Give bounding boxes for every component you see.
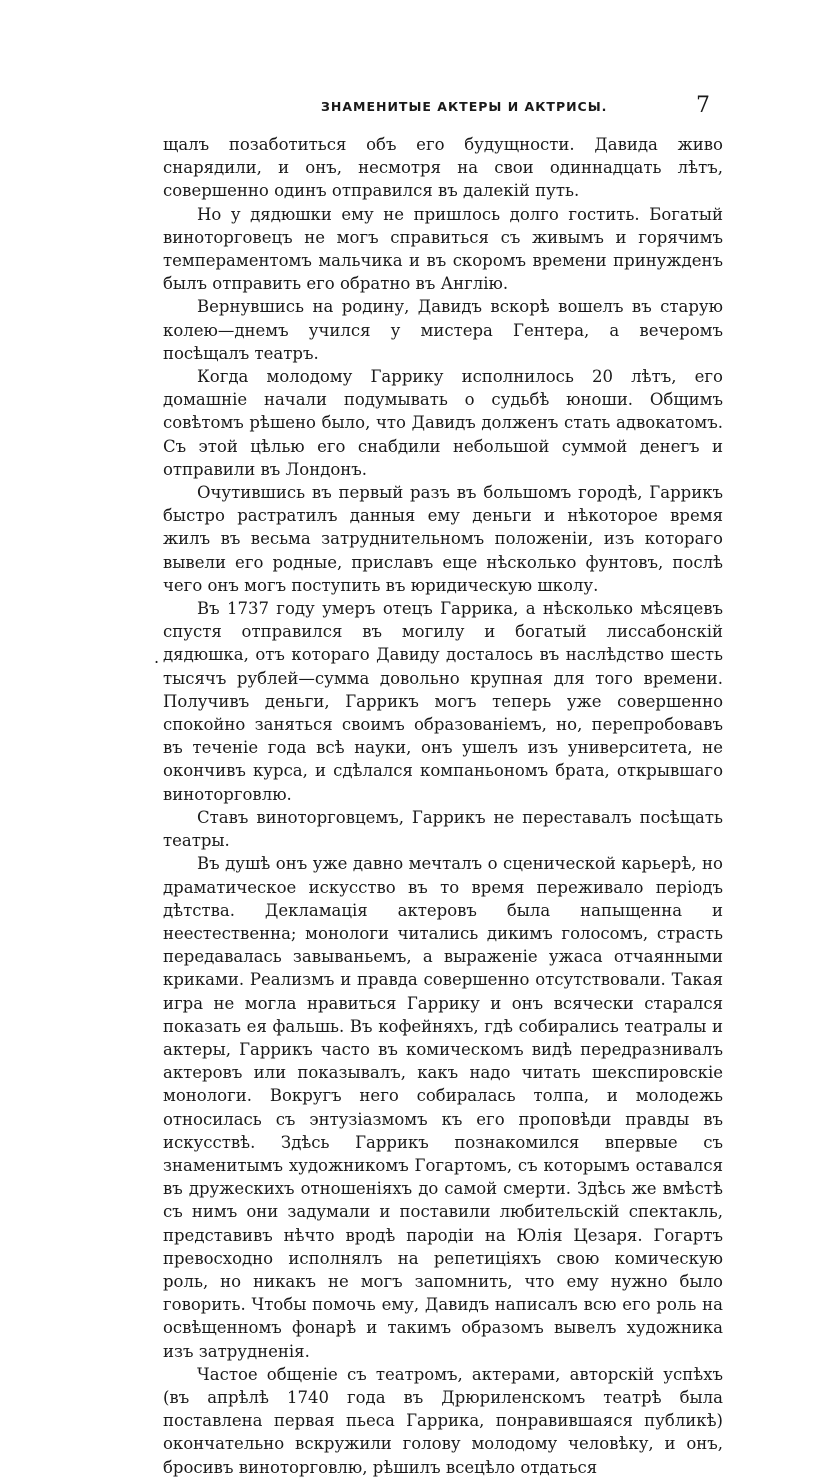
paragraph-2: Но у дядюшки ему не пришлось долго гостить. Богатый виноторговецъ не могъ справиться съ живымъ и горячимъ темпераментомъ мальчика и въ скоромъ времени принужденъ былъ отправить его обратно въ Англію. [163,204,723,294]
running-title: ЗНАМЕНИТЫЕ АКТЕРЫ И АКТРИСЫ. [321,99,608,114]
running-head [163,95,723,125]
paragraph-4: Когда молодому Гаррику исполнилось 20 лѣтъ, его домашніе начали подумывать о судьбѣ юноши. Общимъ совѣтомъ рѣшено было, что Давидъ долженъ стать адвокатомъ. Съ этой цѣлью его снабдили небольшой суммой денегъ и отправили въ Лондонъ. [163,367,723,479]
paragraph-1: щалъ позаботиться объ его будущности. Давида живо снарядили, и онъ, несмотря на свои одиннадцать лѣтъ, совершенно одинъ отправился въ далекій путь. [163,135,723,201]
paragraph-7: Ставъ виноторговцемъ, Гаррикъ не переставалъ посѣщать театры. [163,807,723,851]
paragraph-6: Въ 1737 году умеръ отецъ Гаррика, а нѣсколько мѣсяцевъ спустя отправился въ могилу и богатый лиссабонскій дядюшка, отъ котораго Давиду досталось въ наслѣдство шесть тысячъ рублей—сумма довольно крупная для того времени. Получивъ деньги, Гаррикъ могъ теперь уже совершенно спокойно заняться своимъ образованіемъ, но, перепробовавъ въ теченіе года всѣ науки, онъ ушелъ изъ университета, не окончивъ курса, и сдѣлался компаньономъ брата, открывшаго виноторговлю. [163,599,723,804]
body-text [163,133,723,1479]
page-number: 7 [696,93,710,118]
margin-mark: . [154,648,160,667]
paragraph-8: Въ душѣ онъ уже давно мечталъ о сценической карьерѣ, но драматическое искусство въ то время переживало періодъ дѣтства. Декламація актеровъ была напыщенна и неестественна; монологи читались дикимъ голосомъ, страсть передавалась завываньемъ, а выраженіе ужаса отчаянными криками. Реализмъ и правда совершенно отсутствовали. Такая игра не могла нравиться Гаррику и онъ всячески старался показать ея фальшь. Въ кофейняхъ, гдѣ собирались театралы и актеры, Гаррикъ часто въ комическомъ видѣ передразнивалъ актеровъ или показывалъ, какъ надо читать шекспировскіе монологи. Вокругъ него собиралась толпа, и молодежь относилась съ энтузіазмомъ къ его проповѣди правды въ искусствѣ. Здѣсь Гаррикъ познакомился впервые съ знаменитымъ художникомъ Гогартомъ, съ которымъ оставался въ дружескихъ отношеніяхъ до самой смерти. Здѣсь же вмѣстѣ съ нимъ они задумали и поставили любительскій спектакль, представивъ нѣчто вродѣ пародіи на Юлія Цезаря. Гогартъ превосходно исполнялъ на репетиціяхъ свою комическую роль, но никакъ не могъ запомнить, что ему нужно было говорить. Чтобы помочь ему, Давидъ написалъ всю его роль на освѣщенномъ фонарѣ и такимъ образомъ вывелъ художника изъ затрудненія. [163,854,723,1361]
paragraph-3: Вернувшись на родину, Давидъ вскорѣ вошелъ въ старую колею—днемъ учился у мистера Гентера, а вечеромъ посѣщалъ театръ. [163,297,723,363]
paragraph-9: Частое общеніе съ театромъ, актерами, авторскій успѣхъ (въ апрѣлѣ 1740 года въ Дрюриленскомъ театрѣ была поставлена первая пьеса Гаррика, понравившаяся публикѣ) окончательно вскружили голову молодому человѣку, и онъ, бросивъ виноторговлю, рѣшилъ всецѣло отдаться [163,1364,723,1477]
paragraph-5: Очутившись въ первый разъ въ большомъ городѣ, Гаррикъ быстро растратилъ данныя ему деньги и нѣкоторое время жилъ въ весьма затруднительномъ положеніи, изъ котораго вывели его родные, приславъ еще нѣсколько фунтовъ, послѣ чего онъ могъ поступить въ юридическую школу. [163,483,723,595]
